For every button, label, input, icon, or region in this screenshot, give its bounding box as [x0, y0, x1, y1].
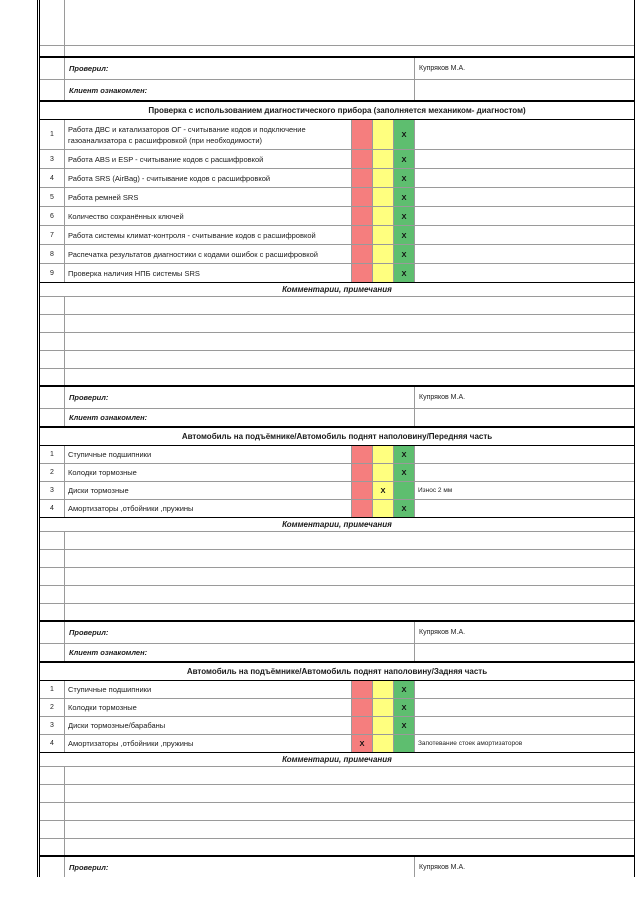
comment-cell [65, 785, 634, 802]
table-row [40, 482, 634, 500]
comment-cell [65, 333, 634, 350]
status-cell-green: X [394, 717, 415, 734]
comment-row [40, 767, 634, 785]
row-number-cell [40, 409, 65, 426]
status-cell-green: X [394, 681, 415, 698]
status-cell-red [352, 482, 373, 499]
status-cell-red [352, 446, 373, 463]
status-cell-yellow [373, 150, 394, 168]
client-signature-cell [415, 644, 634, 661]
comment-row [40, 369, 634, 387]
row-number-cell [40, 839, 65, 855]
comment-row [40, 586, 634, 604]
table-row [40, 226, 634, 245]
row-number-cell [40, 351, 65, 368]
status-cell-yellow [373, 245, 394, 263]
section-title: Автомобиль на подъёмнике/Автомобиль поднят наполовину/Задняя часть [186, 667, 488, 676]
item-text: Ступичные подшипники [65, 446, 352, 463]
item-text: Амортизаторы ,отбойники ,пружины [65, 735, 352, 752]
item-text: Диски тормозные [65, 482, 352, 499]
row-number: 4 [40, 169, 65, 187]
status-cell-yellow [373, 464, 394, 481]
comment-row [40, 839, 634, 857]
item-note [415, 446, 634, 463]
status-cell-red [352, 150, 373, 168]
client-informed-label: Клиент ознакомлен: [65, 409, 415, 426]
status-cell-red [352, 120, 373, 149]
comment-cell [65, 369, 634, 385]
comment-cell [65, 550, 634, 567]
row-number-cell [40, 821, 65, 838]
checked-by-label: Проверил: [65, 622, 415, 643]
row-number-cell [40, 767, 65, 784]
item-text: Диски тормозные/барабаны [65, 717, 352, 734]
status-cell-green [394, 735, 415, 752]
row-number-cell [40, 644, 65, 661]
item-note [415, 120, 634, 149]
comment-cell [65, 568, 634, 585]
row-number: 8 [40, 245, 65, 263]
status-cell-green: X [394, 226, 415, 244]
comment-cell [65, 351, 634, 368]
item-text: Работа ДВС и катализаторов ОГ - считывание кодов и подключение газоанализатора с расшифровкой (при необходимости) [65, 120, 352, 149]
checked-by-row [40, 387, 634, 409]
item-text: Ступичные подшипники [65, 681, 352, 698]
inspector-name: Купряков М.А. [419, 65, 466, 72]
comment-row [40, 315, 634, 333]
row-number: 2 [40, 464, 65, 481]
item-note [415, 188, 634, 206]
status-cell-yellow [373, 169, 394, 187]
row-number: 1 [40, 446, 65, 463]
table-row [40, 464, 634, 482]
item-note [415, 500, 634, 517]
inspector-name: Купряков М.А. [419, 629, 466, 636]
section-title: Автомобиль на подъёмнике/Автомобиль поднят наполовину/Передняя часть [181, 432, 493, 441]
item-text: Количество сохранённых ключей [65, 207, 352, 225]
row-number: 1 [40, 681, 65, 698]
status-cell-yellow [373, 500, 394, 517]
table-row [40, 699, 634, 717]
row-number: 3 [40, 717, 65, 734]
status-cell-yellow [373, 717, 394, 734]
status-cell-green: X [394, 699, 415, 716]
comment-row [40, 550, 634, 568]
item-note: Запотевание стоек амортизаторов [418, 740, 523, 747]
row-number-cell [40, 532, 65, 549]
item-note [415, 226, 634, 244]
comment-cell [65, 839, 634, 855]
item-text: Распечатка результатов диагностики с кодами ошибок с расшифровкой [65, 245, 352, 263]
client-signature-cell [415, 80, 634, 100]
row-number-cell [40, 785, 65, 802]
item-text: Амортизаторы ,отбойники ,пружины [65, 500, 352, 517]
row-number: 3 [40, 150, 65, 168]
status-cell-green [394, 482, 415, 499]
comments-title: Комментарии, примечания [282, 755, 392, 764]
row-number: 1 [40, 120, 65, 149]
row-number: 6 [40, 207, 65, 225]
checked-by-label: Проверил: [65, 387, 415, 408]
status-cell-red: X [352, 735, 373, 752]
section-header [40, 428, 634, 446]
comment-cell [65, 767, 634, 784]
table-row [40, 169, 634, 188]
client-informed-row [40, 409, 634, 428]
empty-cell [65, 46, 634, 56]
comment-cell [65, 586, 634, 603]
row-number-cell [40, 46, 65, 56]
status-cell-yellow [373, 226, 394, 244]
client-informed-row [40, 80, 634, 102]
status-cell-green: X [394, 207, 415, 225]
status-cell-green: X [394, 446, 415, 463]
status-cell-red [352, 717, 373, 734]
status-cell-green: X [394, 500, 415, 517]
row-number-cell [40, 0, 65, 45]
table-row [40, 0, 634, 46]
row-number: 4 [40, 500, 65, 517]
comment-row [40, 297, 634, 315]
status-cell-yellow [373, 735, 394, 752]
table-row [40, 735, 634, 753]
table-row [40, 46, 634, 58]
table-row [40, 500, 634, 518]
client-informed-label: Клиент ознакомлен: [65, 644, 415, 661]
item-note [415, 169, 634, 187]
comment-row [40, 568, 634, 586]
item-text: Колодки тормозные [65, 464, 352, 481]
status-cell-red [352, 681, 373, 698]
comment-row [40, 604, 634, 622]
item-text: Работа SRS (AirBag) - считывание кодов с расшифровкой [65, 169, 352, 187]
comment-cell [65, 803, 634, 820]
status-cell-red [352, 226, 373, 244]
row-number-cell [40, 369, 65, 385]
item-note [415, 150, 634, 168]
comment-cell [65, 532, 634, 549]
comment-row [40, 333, 634, 351]
item-text: Работа ремней SRS [65, 188, 352, 206]
comment-cell [65, 604, 634, 620]
comment-row [40, 821, 634, 839]
item-text: Проверка наличия НПБ системы SRS [65, 264, 352, 282]
checked-by-label: Проверил: [65, 857, 415, 877]
status-cell-red [352, 699, 373, 716]
row-number: 9 [40, 264, 65, 282]
status-cell-yellow [373, 188, 394, 206]
client-informed-label: Клиент ознакомлен: [65, 80, 415, 100]
status-cell-green: X [394, 264, 415, 282]
client-signature-cell [415, 409, 634, 426]
item-note [415, 699, 634, 716]
row-number-cell [40, 80, 65, 100]
checked-by-row [40, 58, 634, 80]
status-cell-yellow [373, 120, 394, 149]
table-row [40, 264, 634, 283]
status-cell-green: X [394, 169, 415, 187]
item-text: Колодки тормозные [65, 699, 352, 716]
row-number-cell [40, 803, 65, 820]
client-informed-row [40, 644, 634, 663]
comments-header [40, 518, 634, 532]
row-number: 5 [40, 188, 65, 206]
comments-title: Комментарии, примечания [282, 520, 392, 529]
row-number-cell [40, 622, 65, 643]
row-number-cell [40, 586, 65, 603]
status-cell-green: X [394, 120, 415, 149]
table-row [40, 207, 634, 226]
item-note: Износ 2 мм [418, 487, 453, 494]
row-number-cell [40, 58, 65, 79]
table-row [40, 120, 634, 150]
comment-row [40, 532, 634, 550]
checked-by-row [40, 622, 634, 644]
checked-by-label: Проверил: [65, 58, 415, 79]
row-number: 2 [40, 699, 65, 716]
status-cell-green: X [394, 245, 415, 263]
row-number-cell [40, 333, 65, 350]
table-row [40, 717, 634, 735]
inspector-name: Купряков М.А. [419, 394, 466, 401]
status-cell-yellow [373, 446, 394, 463]
status-cell-red [352, 245, 373, 263]
item-note [415, 264, 634, 282]
row-number: 4 [40, 735, 65, 752]
status-cell-red [352, 264, 373, 282]
comments-header [40, 753, 634, 767]
row-number-cell [40, 857, 65, 877]
item-note [415, 464, 634, 481]
section-header [40, 102, 634, 120]
status-cell-yellow: X [373, 482, 394, 499]
row-number-cell [40, 297, 65, 314]
row-number: 7 [40, 226, 65, 244]
status-cell-red [352, 207, 373, 225]
inspector-name: Купряков М.А. [419, 863, 466, 871]
item-text: Работа системы климат-контроля - считывание кодов с расшифровкой [65, 226, 352, 244]
item-note [415, 717, 634, 734]
row-number-cell [40, 315, 65, 332]
comment-row [40, 803, 634, 821]
item-text: Работа ABS и ESP - считывание кодов с расшифровкой [65, 150, 352, 168]
inspection-sheet [37, 0, 635, 877]
status-cell-yellow [373, 264, 394, 282]
row-number-cell [40, 387, 65, 408]
status-cell-red [352, 464, 373, 481]
status-cell-yellow [373, 681, 394, 698]
table-row [40, 446, 634, 464]
status-cell-red [352, 169, 373, 187]
section-header [40, 663, 634, 681]
status-cell-yellow [373, 207, 394, 225]
status-cell-green: X [394, 150, 415, 168]
status-cell-red [352, 188, 373, 206]
status-cell-red [352, 500, 373, 517]
empty-cell [65, 0, 634, 45]
item-note [415, 207, 634, 225]
comment-row [40, 351, 634, 369]
row-number-cell [40, 550, 65, 567]
item-note [415, 681, 634, 698]
item-note [415, 245, 634, 263]
row-number: 3 [40, 482, 65, 499]
comments-header [40, 283, 634, 297]
status-cell-green: X [394, 188, 415, 206]
comments-title: Комментарии, примечания [282, 285, 392, 294]
row-number-cell [40, 568, 65, 585]
status-cell-green: X [394, 464, 415, 481]
table-row [40, 150, 634, 169]
checked-by-row [40, 857, 634, 877]
comment-row [40, 785, 634, 803]
table-row [40, 681, 634, 699]
section-title: Проверка с использованием диагностического прибора (заполняется механиком- диагностом) [148, 106, 526, 115]
row-number-cell [40, 604, 65, 620]
comment-cell [65, 297, 634, 314]
comment-cell [65, 821, 634, 838]
comment-cell [65, 315, 634, 332]
status-cell-yellow [373, 699, 394, 716]
table-row [40, 245, 634, 264]
table-row [40, 188, 634, 207]
